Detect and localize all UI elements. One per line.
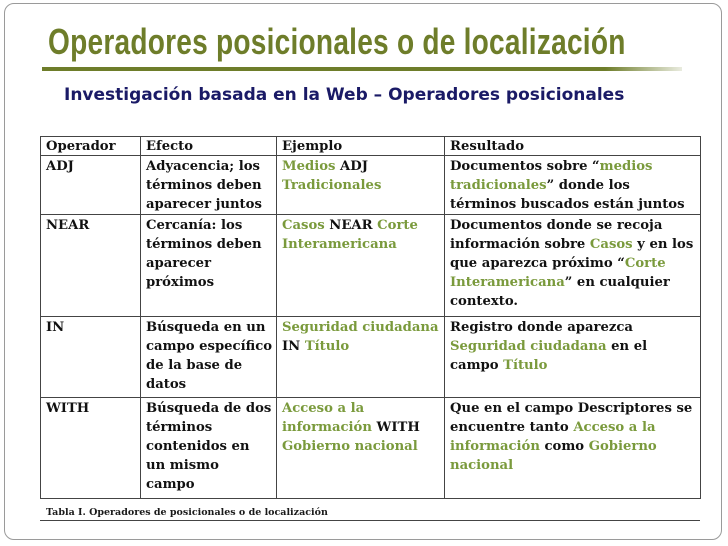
operators-table-wrapper [40, 136, 700, 499]
highlighted-term: medios tradicionales [450, 159, 653, 193]
highlighted-term: Seguridad ciudadana [450, 339, 607, 354]
cell-text: y en los que aparezca próximo “ [450, 237, 694, 271]
cell-text: en el campo [450, 339, 648, 373]
header-efecto: Efecto [141, 137, 277, 156]
title-underline [42, 67, 682, 71]
cell-ejemplo [277, 317, 445, 398]
highlighted-term: Acceso a la información [282, 401, 372, 435]
header-ejemplo: Ejemplo [277, 137, 445, 156]
highlighted-term: Corte Interamericana [450, 256, 666, 290]
slide-title: Operadores posicionales o de localización [48, 21, 626, 62]
cell-text: WITH [371, 420, 420, 435]
highlighted-term: Seguridad ciudadana [282, 320, 439, 335]
table-header-row [41, 137, 701, 156]
table-row [41, 398, 701, 499]
cell-text: Que en el campo Descriptores se encuentre tanto [450, 401, 693, 435]
table-row [41, 317, 701, 398]
cell-ejemplo [277, 156, 445, 215]
highlighted-term: Medios [282, 159, 336, 174]
cell-text: ” en cualquier contexto. [450, 275, 670, 309]
caption-divider [40, 520, 700, 521]
cell-resultado [445, 398, 701, 499]
table-caption: Tabla I. Operadores de posicionales o de localización [46, 507, 328, 518]
cell-operador: WITH [41, 398, 141, 499]
highlighted-term: Casos [589, 237, 633, 252]
cell-operador: ADJ [41, 156, 141, 215]
cell-text: Documentos donde se recoja información sobre [450, 218, 663, 252]
cell-text: NEAR [324, 218, 378, 233]
highlighted-term: Acceso a la información [450, 420, 656, 454]
cell-text: ADJ [335, 159, 368, 174]
cell-efecto: Adyacencia; los términos deben aparecer juntos [141, 156, 277, 215]
cell-resultado [445, 156, 701, 215]
highlighted-term: Casos [282, 218, 325, 233]
header-operador: Operador [41, 137, 141, 156]
cell-ejemplo [277, 215, 445, 317]
cell-resultado [445, 317, 701, 398]
highlighted-term: Gobierno nacional [450, 439, 657, 473]
cell-resultado [445, 215, 701, 317]
highlighted-term: Título [503, 358, 548, 373]
cell-text: IN [282, 339, 305, 354]
cell-text: ” donde los términos buscados están juntos [450, 178, 685, 212]
operators-table [40, 136, 701, 499]
slide-subtitle: Investigación basada en la Web – Operadores posicionales [64, 85, 625, 105]
highlighted-term: Tradicionales [282, 178, 382, 193]
cell-efecto: Cercanía: los términos deben aparecer próximos [141, 215, 277, 317]
cell-efecto: Búsqueda de dos términos contenidos en un mismo campo [141, 398, 277, 499]
cell-ejemplo [277, 398, 445, 499]
cell-text: Registro donde aparezca [450, 320, 633, 335]
cell-operador: NEAR [41, 215, 141, 317]
highlighted-term: Título [304, 339, 350, 354]
cell-text: Documentos sobre “ [450, 159, 600, 174]
cell-efecto: Búsqueda en un campo específico de la base de datos [141, 317, 277, 398]
table-row [41, 156, 701, 215]
table-row [41, 215, 701, 317]
header-resultado: Resultado [445, 137, 701, 156]
highlighted-term: Gobierno nacional [282, 439, 418, 454]
cell-text: como [539, 439, 589, 454]
highlighted-term: Corte Interamericana [282, 218, 418, 252]
cell-operador: IN [41, 317, 141, 398]
